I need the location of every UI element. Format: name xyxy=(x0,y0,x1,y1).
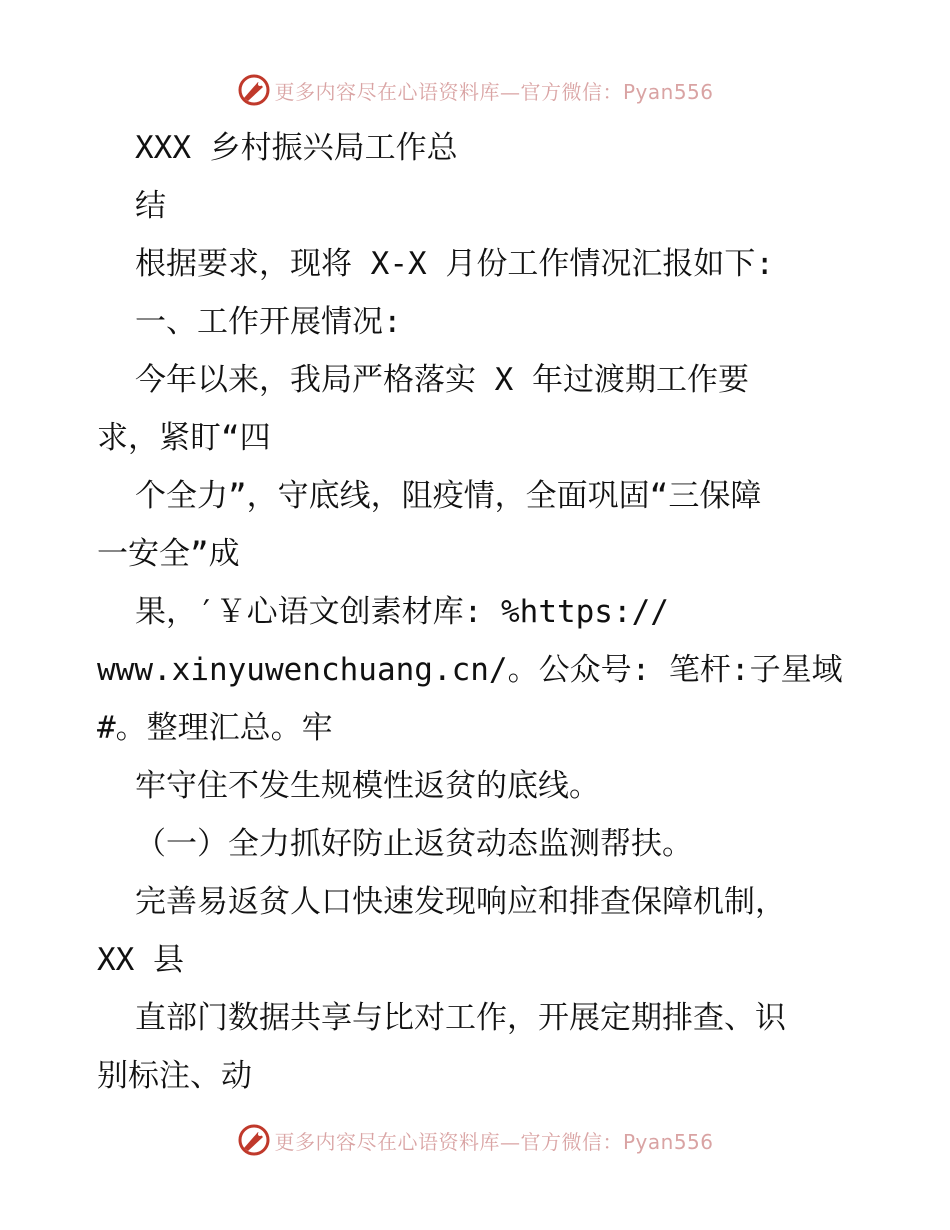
doc-paragraph-line: 根据要求，现将 X-X 月份工作情况汇报如下: xyxy=(135,246,774,282)
doc-paragraph-line: 别标注、动 xyxy=(97,1058,252,1094)
doc-paragraph-line: #。整理汇总。牢 xyxy=(97,710,333,746)
doc-paragraph-line: 果，′￥心语文创素材库: %https:// xyxy=(135,594,669,630)
doc-paragraph-line: www.xinyuwenchuang.cn/。公众号: 笔杆:子星域 xyxy=(97,652,843,688)
banner-text: 更多内容尽在心语资料库—官方微信：Pyan556 xyxy=(274,79,714,104)
doc-paragraph-line: 一安全”成 xyxy=(97,536,240,572)
doc-paragraph-line: 求，紧盯“四 xyxy=(97,420,271,456)
doc-paragraph-line: 个全力”，守底线，阻疫情，全面巩固“三保障 xyxy=(135,478,762,514)
doc-paragraph-line: 直部门数据共享与比对工作，开展定期排查、识 xyxy=(135,1000,786,1036)
doc-title-line-2: 结 xyxy=(135,188,166,224)
doc-paragraph-line: 完善易返贫人口快速发现响应和排查保障机制， xyxy=(135,884,786,920)
pen-nib-logo-icon xyxy=(236,72,272,108)
wechat-id: Pyan556 xyxy=(622,79,714,104)
subsection-heading: （一）全力抓好防止返贫动态监测帮扶。 xyxy=(135,826,693,862)
section-heading: 一、工作开展情况: xyxy=(135,304,402,340)
banner-text: 更多内容尽在心语资料库—官方微信：Pyan556 xyxy=(274,1129,714,1154)
header-watermark-banner xyxy=(0,70,950,110)
doc-title-line-1: XXX 乡村振兴局工作总 xyxy=(135,130,458,166)
pen-nib-logo-icon xyxy=(236,1122,272,1158)
footer-watermark-banner xyxy=(0,1120,950,1160)
doc-paragraph-line: 牢守住不发生规模性返贫的底线。 xyxy=(135,768,600,804)
doc-paragraph-line: 今年以来，我局严格落实 X 年过渡期工作要 xyxy=(135,362,749,398)
doc-paragraph-line: XX 县 xyxy=(97,942,184,978)
wechat-id: Pyan556 xyxy=(622,1129,714,1154)
